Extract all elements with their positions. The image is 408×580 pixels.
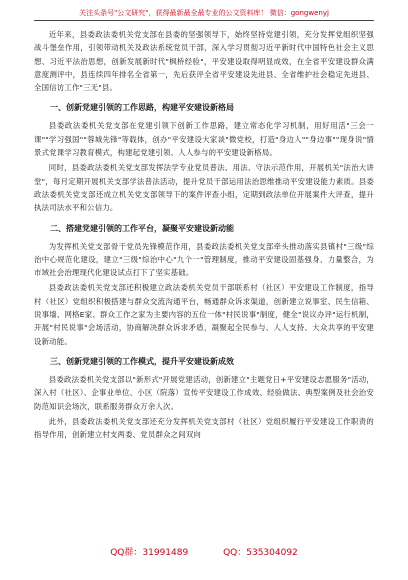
header-divider: [34, 20, 374, 21]
paragraph: 为发挥机关党支部骨干党员先锋模范作用，县委政法委机关党支部牵头推动落实县镇村"三级"综治中心规范化建设，建立"三级"综治中心"九个一"管理制度，推动平安建设固基强身、力量整合，为市域社会治理现代化建设试点打下了坚实基础。: [34, 241, 374, 278]
qq-group-text: QQ群：31991489: [110, 548, 189, 558]
paragraph: 此外，县委政法委机关党支部还充分发挥机关党支部村（社区）党组织履行平安建设工作职责的指导作用，创新建立村支两委、党员群众之间双向: [34, 416, 374, 440]
paragraph: 县委政法委机关党支部以"新形式"开展党建活动，创新建立"主题党日+平安建设志愿服务"活动，深入村（社区）、企事业单位、小区（院落）宣传平安建设工作成效、经验做法、典型案例及社会治安防范知识会场次，联系服务群众万余人次。: [34, 374, 374, 411]
promo-header: 关注头条号"公文研究"，获得最新最全最专业的公文资料库！ 微信：gongwenyj: [79, 9, 329, 17]
document-body: [34, 28, 374, 443]
paragraph: 县委政法委机关党支部还积极建立政法委机关党员干部联系村（社区）平安建设工作制度，指导村（社区）党组织积极搭建与群众交流沟通平台，畅通群众诉求渠道，创新建立说事室、民生信箱、说事墙、网格E家、群众工作之家为主要内容的五位一体"村民说事"制度，健全"说议办评"运行机制，开展"村民说事"会场活动，协商解决群众诉求矛盾，凝聚起全民参与、人人支持、大众共享的平安建设新动能。: [34, 283, 374, 346]
contact-footer: [0, 545, 408, 558]
paragraph: 同时，县委政法委机关党支部发挥法学专业党员普法、用法、守法示范作用，开展机关"法治大讲堂"，每月定期开展机关支部学法普法活动，提升党员干部运用法治思维推动平安建设能力素质。县委政法委机关党支部还成立机关党支部领导下的案件评查小组，定期到政法单位开展案件大评查，提升执法司法水平和公信力。: [34, 163, 374, 213]
section-heading-3: 三、创新党建引领的工作模式，提升平安建设新成效: [50, 356, 234, 366]
qq-contact-text: QQ：535304092: [223, 548, 298, 558]
intro-paragraph: 近年来，县委政法委机关党支部在县委的坚强领导下，始终坚持党建引领，充分发挥党组织坚强战斗堡垒作用，引领带动机关及政法系统党员干部，深入学习贯彻习近平新时代中国特色社会主义思想、习近平法治思想，创新发展新时代"枫桥经验"，平安建设取得明显成效，在全省平安建设群众满意度测评中，县连续四年排名全省第一，先后获评全省平安建设先进县、全省维护社会稳定先进县、全国信访工作"三无"县。: [34, 30, 374, 93]
section-heading-2: 二、搭建党建引领的工作平台，凝聚平安建设新动能: [50, 223, 234, 233]
paragraph: 县委政法委机关党支部在党建引领下创新工作思路，建立常态化学习机制，用好用活"三会一课""学习强国""蓉城先锋"等载体，创办"平安建设大家谈"微党校，打造"身边人""身边事""现身说"情景式党课学习教育模式，构建起党建引领、人人参与的平安建设新格局。: [34, 121, 374, 158]
section-heading-1: 一、创新党建引领的工作思路，构建平安建设新格局: [50, 103, 234, 113]
